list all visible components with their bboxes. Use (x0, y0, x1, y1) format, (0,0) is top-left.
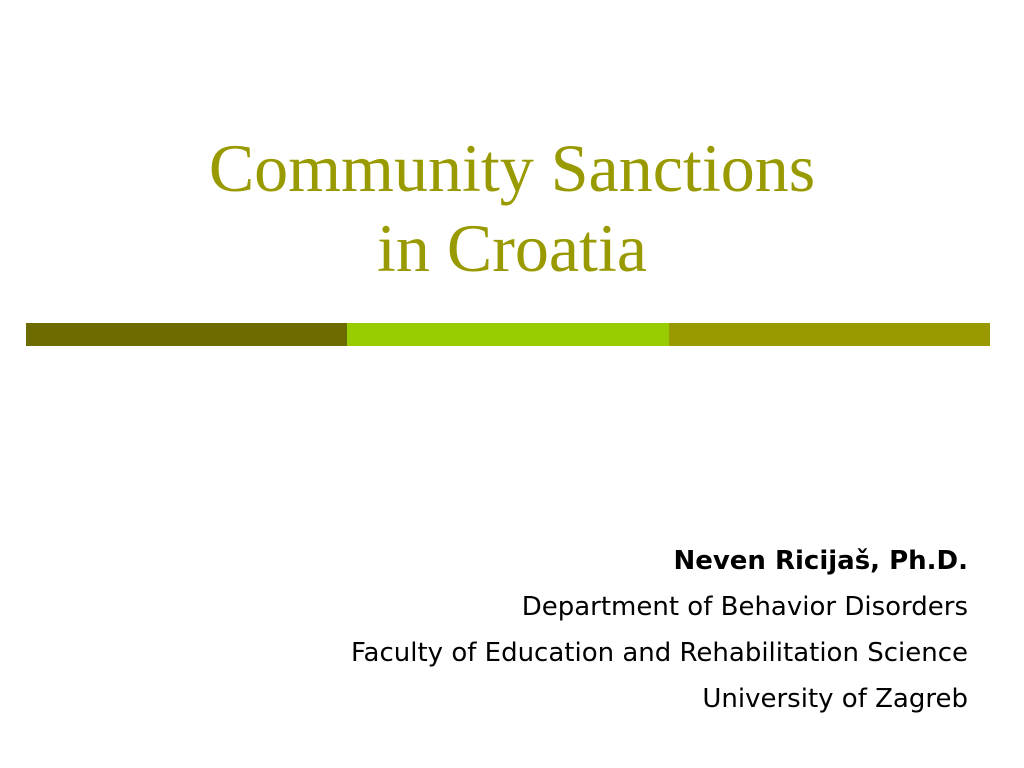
divider-segment-dark-olive (26, 323, 347, 346)
divider-segment-olive (669, 323, 990, 346)
author-block (351, 538, 968, 722)
decorative-divider-bar (26, 323, 990, 346)
author-name: Neven Ricijaš, Ph.D. (673, 546, 968, 576)
author-department: Department of Behavior Disorders (521, 592, 968, 622)
slide-title (0, 128, 1024, 288)
author-university: University of Zagreb (702, 684, 968, 714)
divider-segment-lime-green (347, 323, 668, 346)
title-line-2: in Croatia (376, 210, 648, 286)
author-faculty: Faculty of Education and Rehabilitation Science (350, 638, 968, 668)
title-line-1: Community Sanctions (208, 130, 816, 206)
